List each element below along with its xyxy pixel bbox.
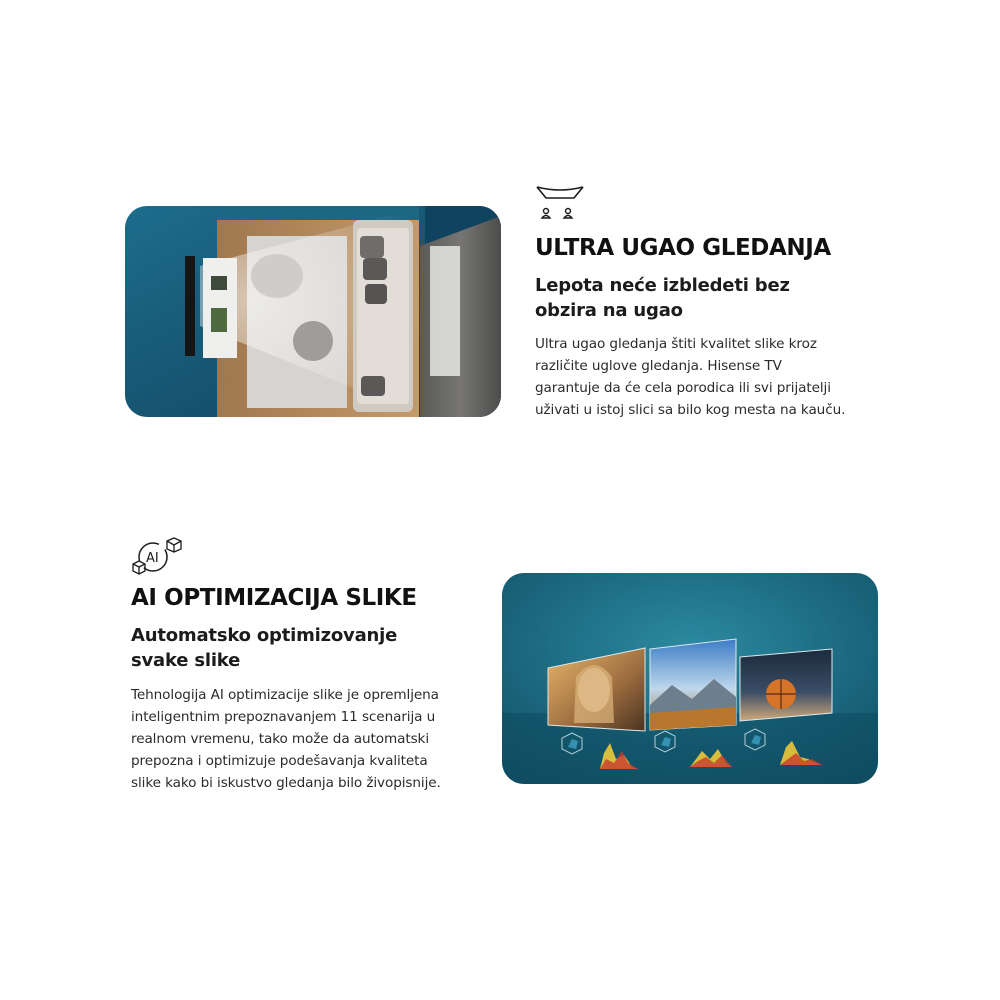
feature-ai-optimization [131,537,486,794]
feature-subtitle: Automatsko optimizovanje svake slike [131,625,398,671]
ai-optimization-icon [131,537,183,577]
feature-title: AI OPTIMIZACIJA SLIKE [131,585,417,611]
feature-description: Tehnologija AI optimizacije slike je opremljena inteligentnim prepoznavanjem 11 scenarija u realnom vremenu, tako može da automatski prepozna i optimizuje podešavanja kvaliteta slike kako bi iskustvo gledanja bilo živopisnije. [131,687,441,791]
living-room-top-view-image [125,206,501,417]
ai-icon-label: AI [146,551,159,566]
feature-viewing-angle [535,183,880,421]
feature-subtitle: Lepota neće izbledeti bez obzira na ugao [535,275,790,321]
feature-description: Ultra ugao gledanja štiti kvalitet slike kroz različite uglove gledanja. Hisense TV garantuje da će cela porodica ili svi prijatelji uživati u istoj slici sa bilo kog mesta na kauču. [535,336,846,418]
ai-scene-screens-image [502,573,878,784]
viewing-angle-icon [535,183,585,221]
feature-title: ULTRA UGAO GLEDANJA [535,235,831,261]
